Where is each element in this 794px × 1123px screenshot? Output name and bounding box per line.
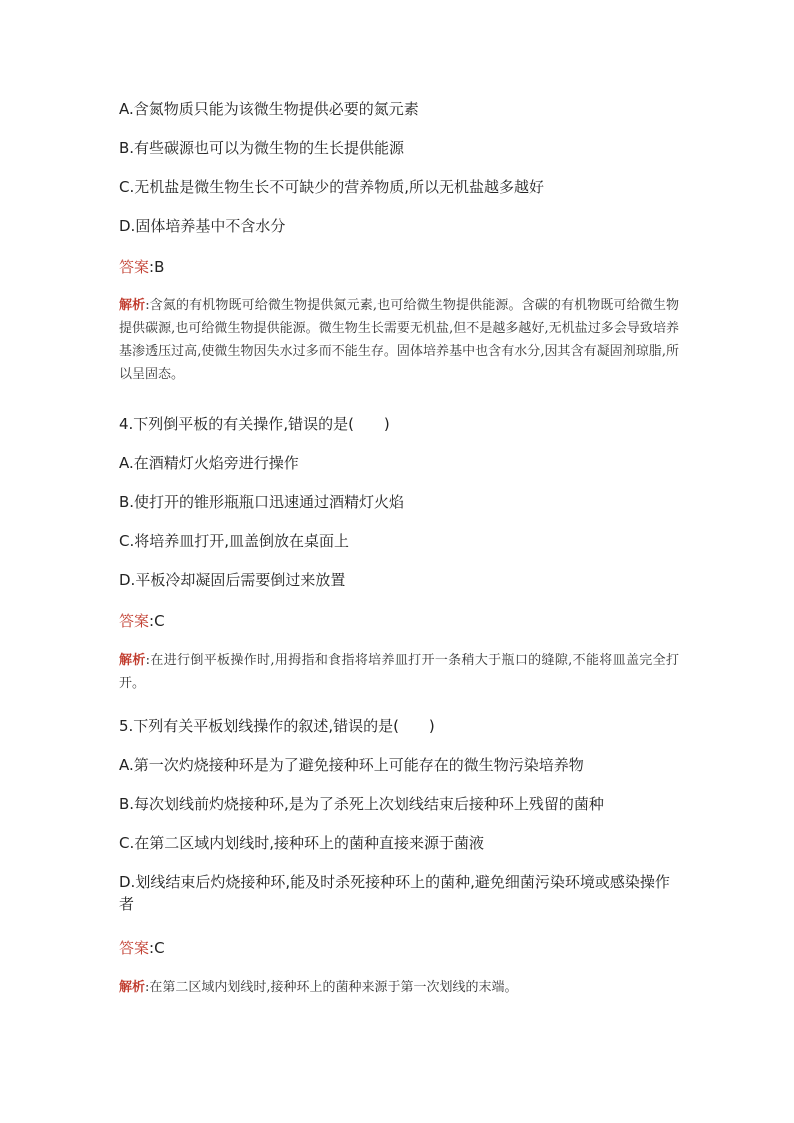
q4-answer [119, 611, 679, 631]
answer-label: 答案 [119, 612, 150, 630]
q4-analysis [119, 649, 679, 695]
q5-analysis [119, 976, 679, 999]
q3-option-d: D.固体培养基中不含水分 [119, 217, 286, 235]
analysis-text: :在第二区域内划线时,接种环上的菌种来源于第一次划线的末端。 [145, 980, 518, 995]
q3-option-a: A.含氮物质只能为该微生物提供必要的氮元素 [119, 100, 419, 118]
analysis-label: 解析 [119, 980, 146, 995]
q4-stem: 4.下列倒平板的有关操作,错误的是( ) [119, 415, 390, 433]
q3-option-c: C.无机盐是微生物生长不可缺少的营养物质,所以无机盐越多越好 [119, 178, 545, 196]
q5-option-c: C.在第二区域内划线时,接种环上的菌种直接来源于菌液 [119, 834, 485, 852]
q5-answer [119, 938, 679, 958]
analysis-text: :含氮的有机物既可给微生物提供氮元素,也可给微生物提供能源。含碳的有机物既可给微生物提供碳源,也可给微生物提供能源。微生物生长需要无机盐,但不是越多越好,无机盐过多会导致培养基渗透压过高,使微生物因失水过多而不能生存。固体培养基中也含有水分,因其含有凝固剂琼脂,所以呈固态。 [119, 298, 679, 382]
q5-option-b: B.每次划线前灼烧接种环,是为了杀死上次划线结束后接种环上残留的菌种 [119, 795, 604, 813]
q4-option-a: A.在酒精灯火焰旁进行操作 [119, 454, 299, 472]
analysis-label: 解析 [119, 653, 146, 668]
answer-label: 答案 [119, 258, 150, 276]
q4-option-d: D.平板冷却凝固后需要倒过来放置 [119, 571, 346, 589]
answer-value: :B [149, 258, 165, 276]
q3-analysis [119, 294, 679, 386]
analysis-text: :在进行倒平板操作时,用拇指和食指将培养皿打开一条稍大于瓶口的缝隙,不能将皿盖完全打开。 [119, 653, 679, 691]
answer-value: :C [149, 612, 165, 630]
answer-value: :C [149, 939, 165, 957]
analysis-label: 解析 [119, 298, 146, 313]
answer-label: 答案 [119, 939, 150, 957]
q5-stem: 5.下列有关平板划线操作的叙述,错误的是( ) [119, 717, 435, 735]
q5-option-a: A.第一次灼烧接种环是为了避免接种环上可能存在的微生物污染培养物 [119, 756, 584, 774]
q4-option-b: B.使打开的锥形瓶瓶口迅速通过酒精灯火焰 [119, 493, 405, 511]
q5-option-d: D.划线结束后灼烧接种环,能及时杀死接种环上的菌种,避免细菌污染环境或感染操作者 [119, 873, 670, 913]
q4-option-c: C.将培养皿打开,皿盖倒放在桌面上 [119, 532, 350, 550]
q3-option-b: B.有些碳源也可以为微生物的生长提供能源 [119, 139, 405, 157]
q3-answer [119, 257, 679, 277]
